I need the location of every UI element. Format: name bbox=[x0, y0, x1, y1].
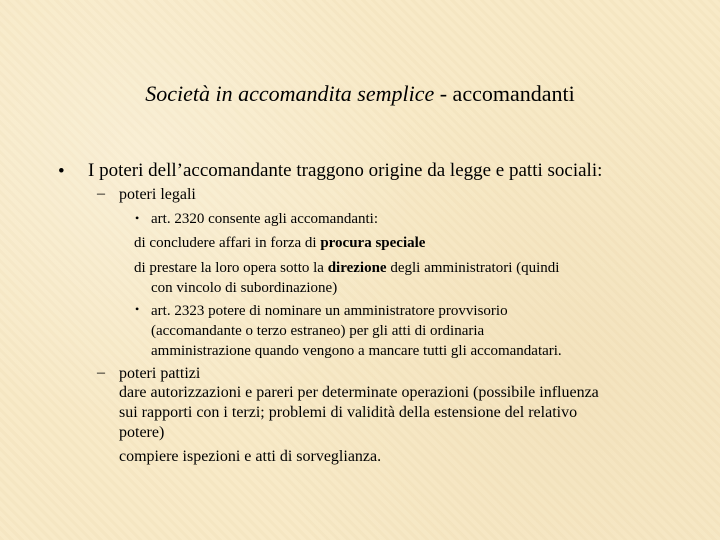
direzione: direzione bbox=[327, 260, 387, 276]
pattizi-line4: compiere ispezioni e atti di sorveglianza. bbox=[119, 448, 382, 465]
prestare-post: degli amministratori (quindi bbox=[386, 260, 560, 276]
pattizi-line3: potere) bbox=[119, 424, 165, 441]
art2323-line1: art. 2323 potere di nominare un amministratore provvisorio bbox=[151, 303, 508, 319]
prestare-opera-text bbox=[134, 258, 559, 278]
slide-title-rest: - accomandanti bbox=[434, 81, 575, 106]
art2320-text: art. 2320 consente agli accomandanti: bbox=[151, 211, 378, 227]
procura-speciale: procura speciale bbox=[320, 235, 426, 251]
bullet-icon: • bbox=[135, 211, 140, 225]
slide-title bbox=[0, 81, 720, 107]
pattizi-line1: dare autorizzazioni e pareri per determinate operazioni (possibile influenza bbox=[119, 384, 599, 401]
concludere-affari-text bbox=[134, 233, 425, 253]
main-bullet-text: I poteri dell’accomandante traggono origine da legge e patti sociali: bbox=[88, 160, 603, 181]
poteri-pattizi-label: poteri pattizi bbox=[119, 365, 201, 382]
prestare-opera-cont: con vincolo di subordinazione) bbox=[151, 280, 338, 296]
bullet-icon: • bbox=[58, 161, 65, 182]
art2323-line2: (accomandante o terzo estraneo) per gli atti di ordinaria bbox=[151, 323, 485, 339]
concludere-pre: di concludere affari in forza di bbox=[134, 235, 321, 251]
slide-title-italic: Società in accomandita semplice bbox=[145, 81, 435, 106]
poteri-legali-label: poteri legali bbox=[119, 186, 196, 203]
dash-icon: – bbox=[97, 185, 105, 202]
prestare-pre: di prestare la loro opera sotto la bbox=[134, 260, 328, 276]
dash-icon: – bbox=[97, 364, 105, 381]
bullet-icon: • bbox=[135, 302, 140, 316]
pattizi-line2: sui rapporti con i terzi; problemi di validità della estensione del relativo bbox=[119, 404, 578, 421]
art2323-line3: amministrazione quando vengono a mancare tutti gli accomandatari. bbox=[151, 343, 562, 359]
